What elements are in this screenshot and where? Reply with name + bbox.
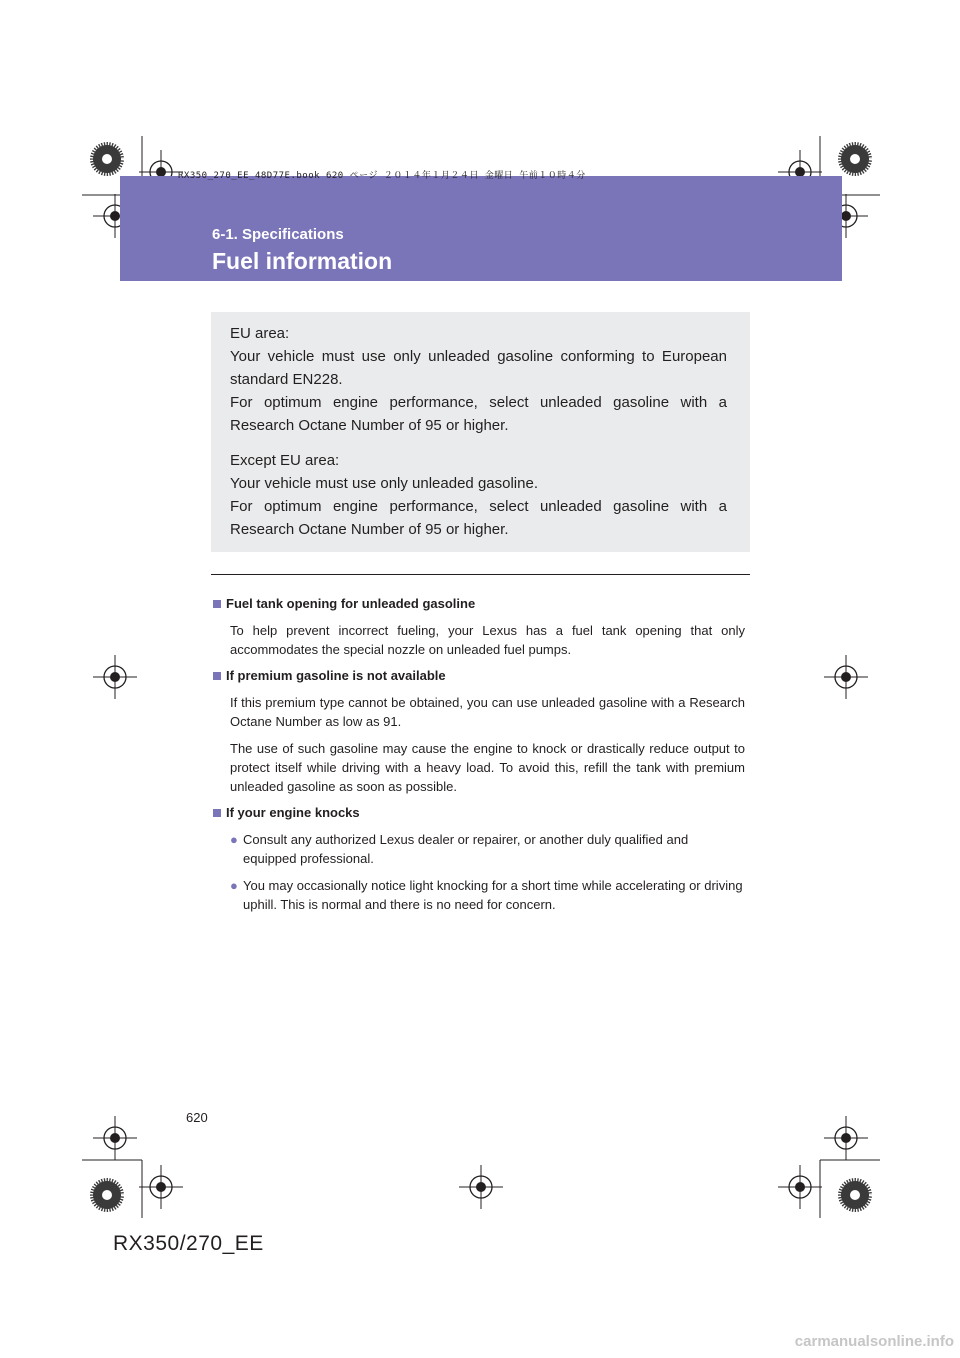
section-label: 6-1. Specifications: [212, 226, 344, 243]
list-item: ● You may occasionally notice light knocking for a short time while accelerating or driving uphill. This is normal and there is no need for concern.: [230, 878, 743, 912]
divider: [211, 574, 750, 575]
list-item: ● Consult any authorized Lexus dealer or repairer, or another duly qualified and equipped professional.: [230, 832, 689, 866]
info-box: [211, 312, 750, 552]
paragraph: The use of such gasoline may cause the engine to knock or drastically reduce output to protect itself while driving with a heavy load. To avoid this, refill the tank with premium unleaded gasoline as soon as possible.: [230, 741, 745, 794]
section-title: If premium gasoline is not available: [226, 668, 446, 683]
page-title: Fuel information: [212, 248, 393, 274]
square-bullet-icon: [213, 672, 221, 680]
eu-text-1: Your vehicle must use only unleaded gasoline conforming to European standard EN228.: [230, 348, 727, 388]
section-heading: [213, 666, 745, 685]
model-code: RX350/270_EE: [113, 1232, 264, 1255]
section-heading: [213, 803, 745, 822]
section-heading: [213, 594, 745, 613]
print-meta: RX350_270_EE_48D77E.book 620 ページ ２０１４年１月２４日 金曜日 午前１０時４分: [178, 171, 586, 181]
circle-bullet-icon: ●: [230, 832, 238, 847]
body-content: [213, 594, 745, 914]
square-bullet-icon: [213, 600, 221, 608]
non-eu-text-2: For optimum engine performance, select unleaded gasoline with a Research Octane Number of 95 or higher.: [230, 498, 727, 538]
section-title: If your engine knocks: [226, 805, 360, 820]
watermark-text: carmanualsonline.info: [794, 1333, 954, 1350]
circle-bullet-icon: ●: [230, 878, 238, 893]
non-eu-text-1: Your vehicle must use only unleaded gasoline.: [230, 475, 538, 492]
page-number: 620: [186, 1110, 208, 1125]
paragraph: To help prevent incorrect fueling, your Lexus has a fuel tank opening that only accommodates the special nozzle on unleaded fuel pumps.: [230, 623, 745, 657]
section-title: Fuel tank opening for unleaded gasoline: [226, 596, 476, 611]
eu-text-2: For optimum engine performance, select unleaded gasoline with a Research Octane Number of 95 or higher.: [230, 394, 727, 434]
square-bullet-icon: [213, 809, 221, 817]
eu-label: EU area:: [230, 325, 290, 342]
paragraph: If this premium type cannot be obtained, you can use unleaded gasoline with a Research Octane Number as low as 91.: [230, 695, 745, 729]
non-eu-label: Except EU area:: [230, 452, 340, 469]
